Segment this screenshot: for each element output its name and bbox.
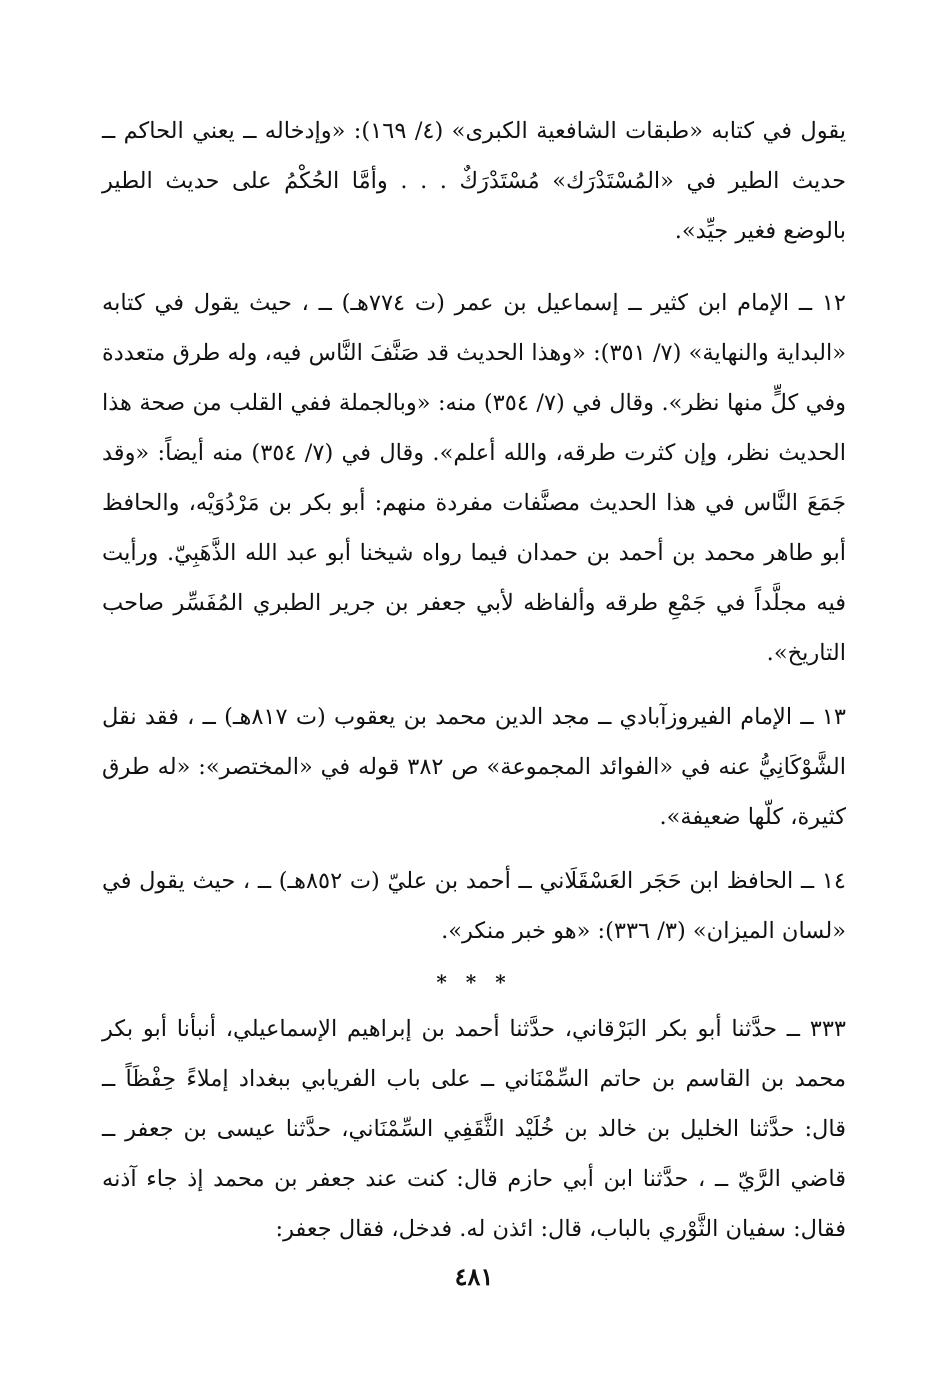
paragraph-hadith-333: ٣٣٣ ــ حدَّثنا أبو بكر البَرْقاني، حدَّثنا أحمد بن إبراهيم الإسماعيلي، أنبأنا أبو بكر محمد بن القاسم بن حاتم السِّمْنَاني ــ على باب الفريابي ببغداد إملاءً حِفْظَاً ــ قال: حدَّثنا الخليل بن خالد بن خُلَيْد الثَّقَفِي السِّمْنَاني، حدَّثنا عيسى بن جعفر ــ قاضي الرَّيّ ــ ، حدَّثنا ابن أبي حازم قال: كنت عند جعفر بن محمد إذ جاء آذنه فقال: سفيان الثَّوْري بالباب، قال: ائذن له. فدخل، فقال جعفر: <box>102 1016 846 1242</box>
page-number: ٤٨١ <box>454 1262 494 1291</box>
section-separator: * * * <box>436 970 512 994</box>
paragraph-ibn-hajar: ١٤ ــ الحافظ ابن حَجَر العَسْقَلَاني ــ أحمد بن عليّ (ت ٨٥٢هـ) ــ ، حيث يقول في «لسان الميزان» (٣/ ٣٣٦): «هو خبر منكر». <box>102 868 846 944</box>
paragraph-ibn-kathir: ١٢ ــ الإمام ابن كثير ــ إسماعيل بن عمر (ت ٧٧٤هـ) ــ ، حيث يقول في كتابه «البداية والنهاية» (٧/ ٣٥١): «وهذا الحديث قد صَنَّفَ النَّاس فيه، وله طرق متعددة وفي كلٍّ منها نظر». وقال في (٧/ ٣٥٤) منه: «وبالجملة ففي القلب من صحة هذا الحديث نظر، وإن كثرت طرقه، والله أعلم». وقال في (٧/ ٣٥٤) منه أيضاً: «وقد جَمَعَ النَّاس في هذا الحديث مصنَّفات مفردة منهم: أبو بكر بن مَرْدُوَيْه، والحافظ أبو طاهر محمد بن أحمد بن حمدان فيما رواه شيخنا أبو عبد الله الذَّهَبِيّ. ورأيت فيه مجلَّداً في جَمْعِ طرقه وألفاظه لأبي جعفر بن جرير الطبري المُفَسِّر صاحب التاريخ». <box>102 290 846 666</box>
paragraph-subki-quote: يقول في كتابه «طبقات الشافعية الكبرى» (٤/ ١٦٩): «وإدخاله ــ يعني الحاكم ــ حديث الطير في «المُسْتَدْرَك» مُسْتَدْرَكٌ . . . وأمَّا الحُكْمُ على حديث الطير بالوضع فغير جيِّد». <box>102 118 846 244</box>
paragraph-fayruzabadi: ١٣ ــ الإمام الفيروزآبادي ــ مجد الدين محمد بن يعقوب (ت ٨١٧هـ) ــ ، فقد نقل الشَّوْكَانِيُّ عنه في «الفوائد المجموعة» ص ٣٨٢ قوله في «المختصر»: «له طرق كثيرة، كلّها ضعيفة». <box>102 704 846 830</box>
